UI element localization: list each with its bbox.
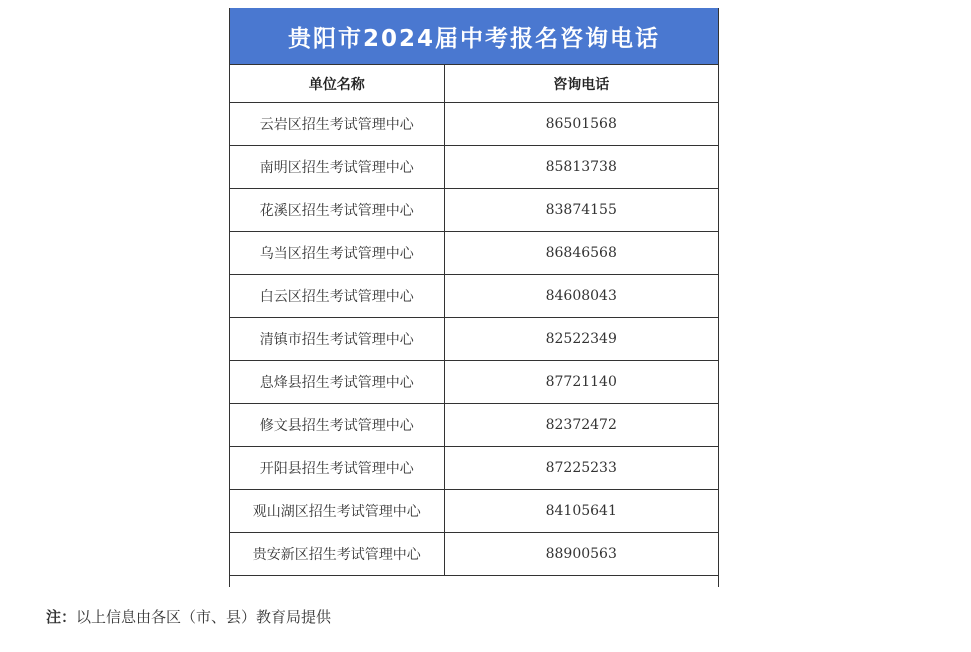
phone-cell: 86501568: [444, 103, 718, 146]
table-row: [230, 447, 718, 490]
phone-cell: 87225233: [444, 447, 718, 490]
contact-table-card: [229, 8, 719, 587]
unit-name-cell: 花溪区招生考试管理中心: [230, 189, 444, 232]
phone-cell: 85813738: [444, 146, 718, 189]
unit-name-cell: 息烽县招生考试管理中心: [230, 361, 444, 404]
table-title: 贵阳市2024届中考报名咨询电话: [230, 8, 718, 65]
table-row: [230, 318, 718, 361]
table-row: [230, 275, 718, 318]
table-row: [230, 404, 718, 447]
unit-name-cell: 开阳县招生考试管理中心: [230, 447, 444, 490]
table-row: [230, 490, 718, 533]
unit-name-cell: 白云区招生考试管理中心: [230, 275, 444, 318]
unit-name-cell: 云岩区招生考试管理中心: [230, 103, 444, 146]
phone-cell: 84105641: [444, 490, 718, 533]
footnote: [46, 606, 331, 627]
table-body: [230, 103, 718, 576]
footnote-label: 注：: [46, 608, 77, 626]
unit-name-cell: 观山湖区招生考试管理中心: [230, 490, 444, 533]
header-unit-name: 单位名称: [230, 65, 444, 103]
unit-name-cell: 清镇市招生考试管理中心: [230, 318, 444, 361]
header-phone: 咨询电话: [444, 65, 718, 103]
unit-name-cell: 南明区招生考试管理中心: [230, 146, 444, 189]
phone-cell: 88900563: [444, 533, 718, 576]
table-row: [230, 232, 718, 275]
table-row: [230, 533, 718, 576]
phone-cell: 82372472: [444, 404, 718, 447]
phone-cell: 84608043: [444, 275, 718, 318]
phone-cell: 82522349: [444, 318, 718, 361]
table-row: [230, 361, 718, 404]
unit-name-cell: 贵安新区招生考试管理中心: [230, 533, 444, 576]
unit-name-cell: 乌当区招生考试管理中心: [230, 232, 444, 275]
phone-cell: 83874155: [444, 189, 718, 232]
footnote-text: 以上信息由各区（市、县）教育局提供: [76, 608, 332, 626]
phone-cell: 87721140: [444, 361, 718, 404]
table-header-row: [230, 65, 718, 103]
table-row: [230, 103, 718, 146]
table-row: [230, 146, 718, 189]
table-row: [230, 189, 718, 232]
unit-name-cell: 修文县招生考试管理中心: [230, 404, 444, 447]
phone-cell: 86846568: [444, 232, 718, 275]
contact-table: [230, 65, 718, 576]
